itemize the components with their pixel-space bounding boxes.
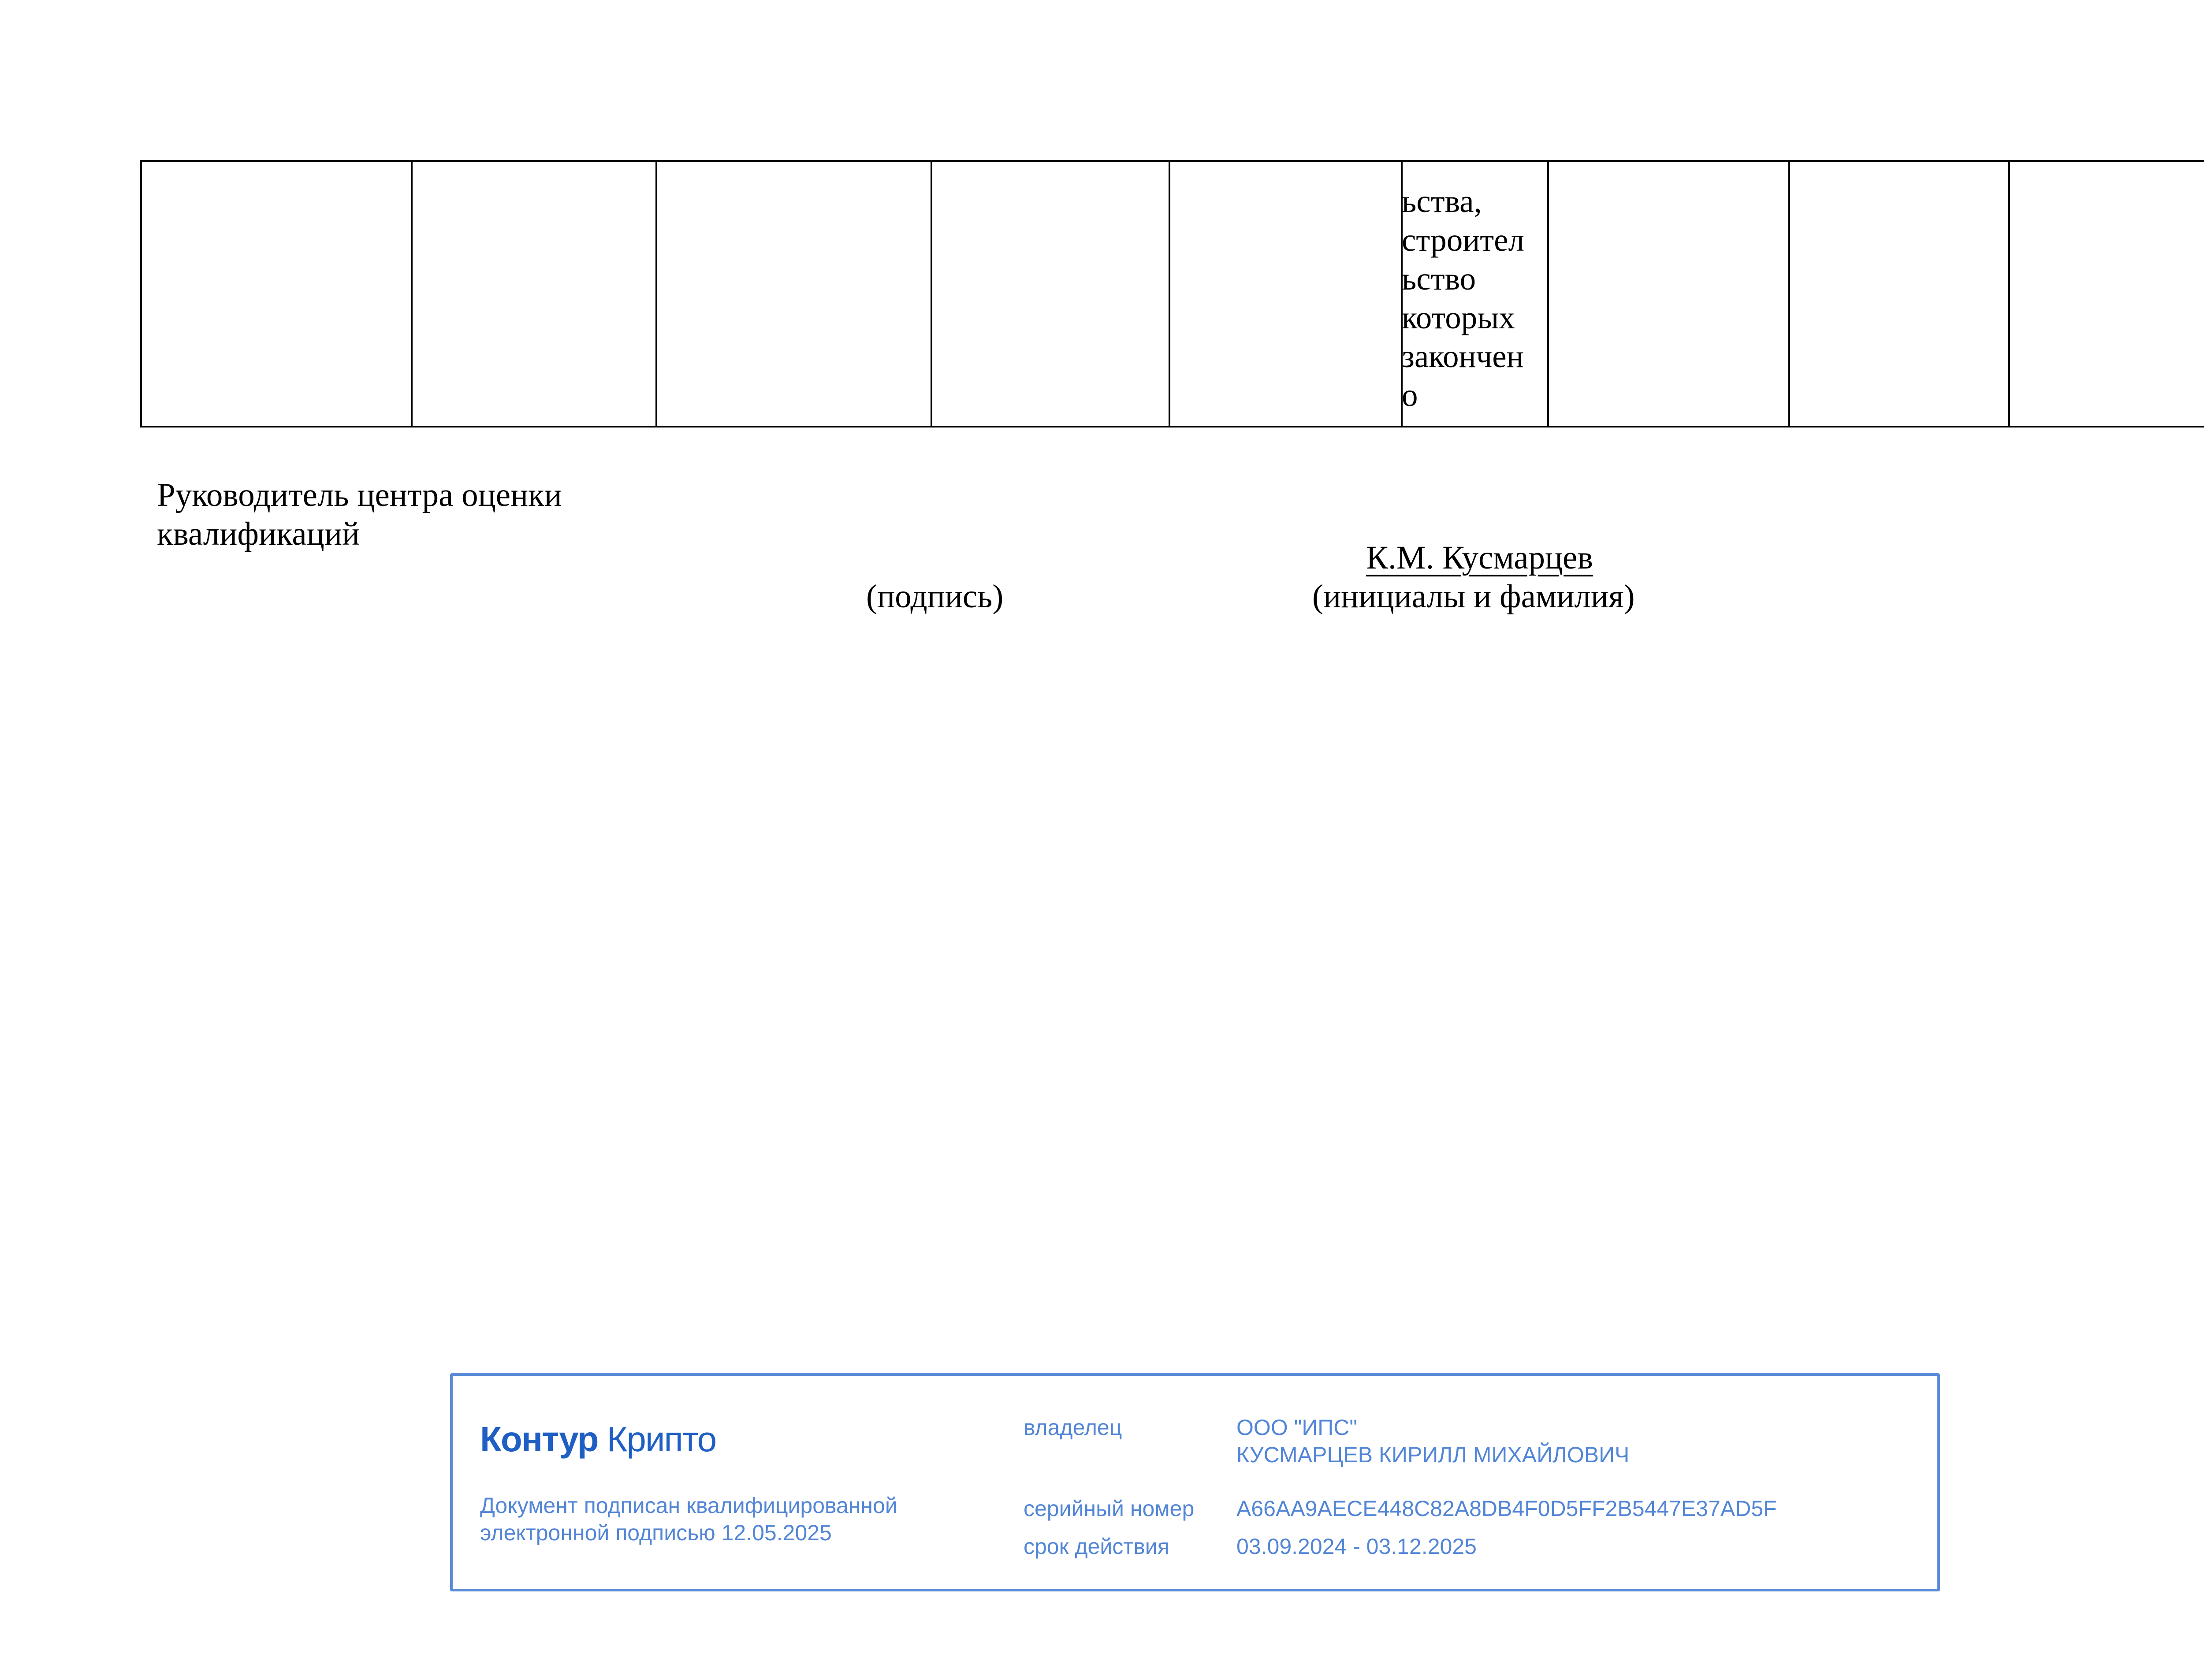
data-table: [140, 160, 2204, 427]
table-cell: [1402, 161, 1548, 427]
signature-caption: (подпись): [866, 578, 1004, 615]
owner-label: владелец: [1024, 1415, 1122, 1440]
e-signature-stamp: [450, 1373, 1940, 1591]
owner-value: ООО "ИПС" КУСМАРЦЕВ КИРИЛЛ МИХАЙЛОВИЧ: [1236, 1415, 1630, 1467]
serial-value: A66AA9AECE448C82A8DB4F0D5FF2B5447E37AD5F: [1236, 1496, 1777, 1521]
table-cell: [2009, 161, 2204, 427]
validity-value: 03.09.2024 - 03.12.2025: [1236, 1534, 1477, 1559]
table-cell: [931, 161, 1169, 427]
kontur-kripto-logo: Контур Крипто: [480, 1420, 716, 1459]
table-cell: [1169, 161, 1402, 427]
signer-position-title: Руководитель центра оценки квалификаций: [157, 477, 562, 552]
serial-label: серийный номер: [1024, 1496, 1195, 1521]
validity-label: срок действия: [1024, 1534, 1169, 1559]
signed-note: Документ подписан квалифицированной электронной подписью 12.05.2025: [480, 1493, 897, 1545]
table-row: [141, 161, 2204, 427]
table-cell: [1548, 161, 1789, 427]
name-caption: (инициалы и фамилия): [1312, 578, 1635, 615]
cell-text: ьства, строител ьство которых закончен о: [1402, 183, 1524, 413]
table-cell: [141, 161, 412, 427]
table-cell: [412, 161, 656, 427]
signer-name: К.М. Кусмарцев: [1366, 539, 1593, 576]
table-cell: [1789, 161, 2009, 427]
table-cell: [656, 161, 931, 427]
